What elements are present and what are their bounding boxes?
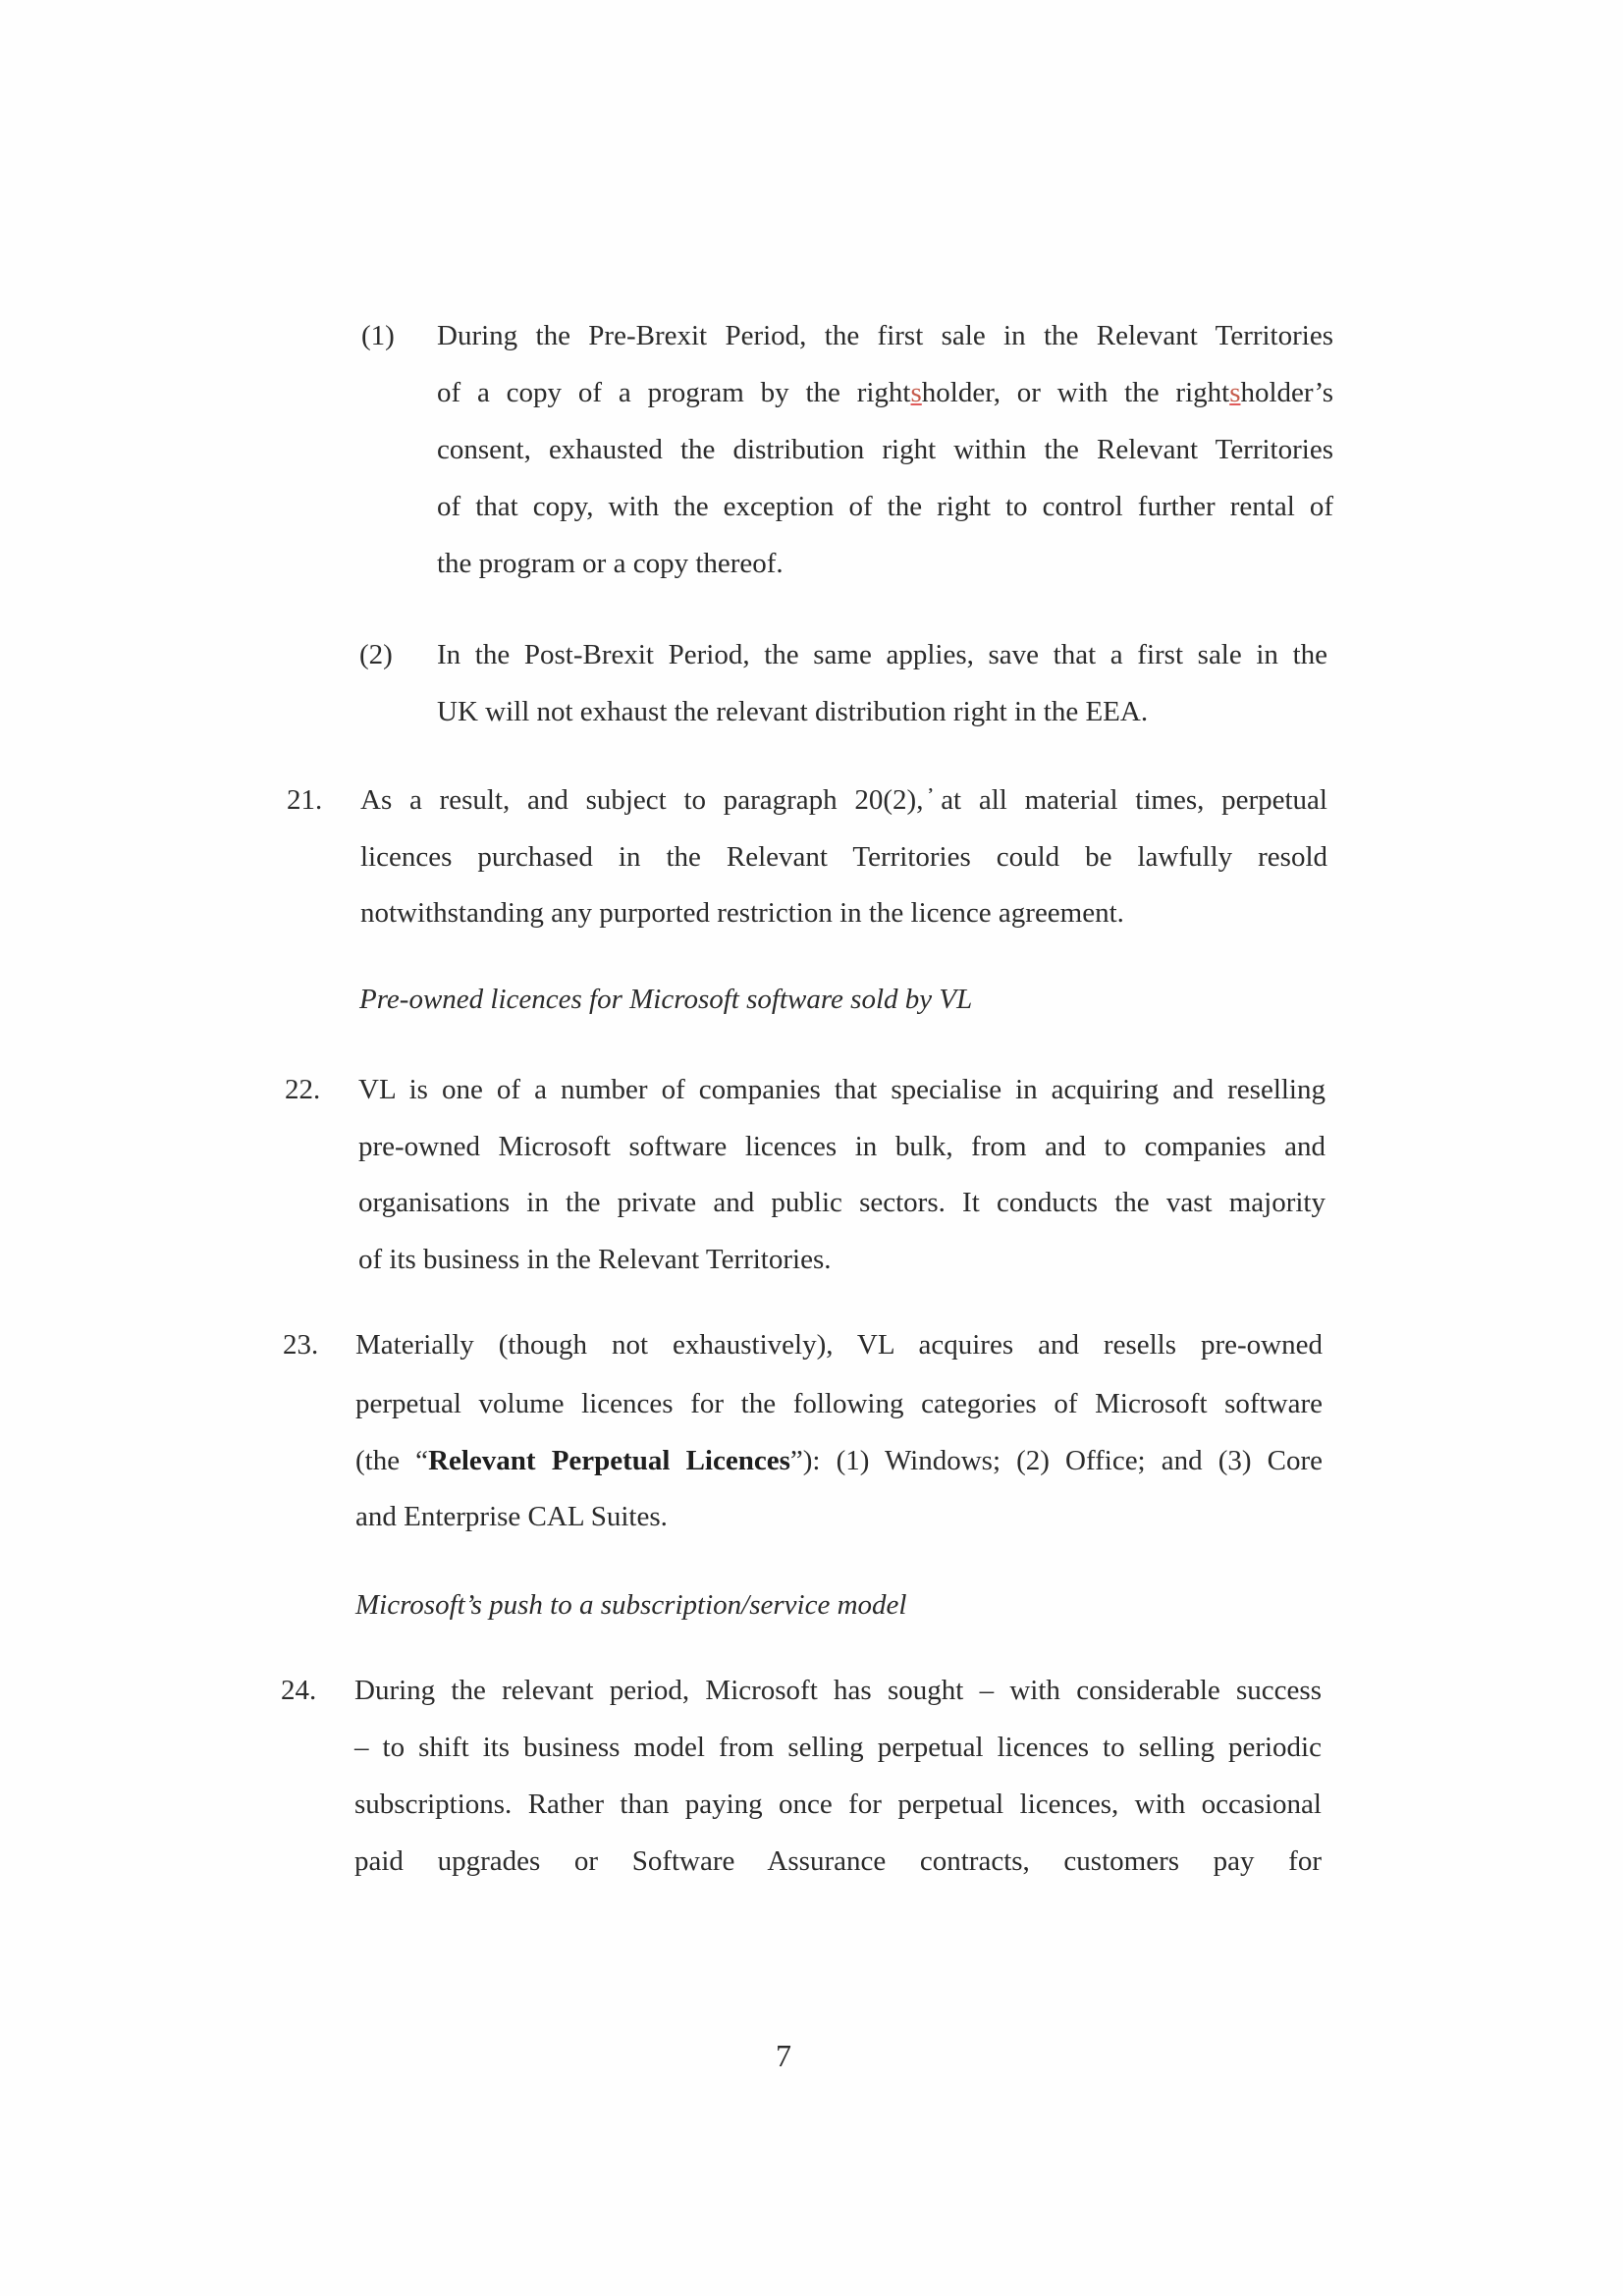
body-line: In the Post-Brexit Period, the same applies, save that a first sale in the [437,639,1327,670]
body-line: subscriptions. Rather than paying once for perpetual licences, with occasional [354,1789,1322,1820]
paragraph-number: 22. [285,1074,321,1105]
defined-term: Relevant Perpetual Licences [428,1445,790,1476]
paragraph-number: 21. [287,784,323,816]
body-line: Materially (though not exhaustively), VL acquires and resells pre-owned [355,1329,1323,1361]
paragraph-number: 23. [283,1329,319,1361]
section-heading: Microsoft’s push to a subscription/service model [355,1589,907,1621]
section-heading: Pre-owned licences for Microsoft software sold by VL [359,984,973,1015]
body-line: VL is one of a number of companies that specialise in acquiring and reselling [358,1074,1325,1105]
body-line: of a copy of a program by the rightsholder, or with the rightsholder’s [437,377,1334,408]
page-number: 7 [776,2038,791,2073]
body-line: of that copy, with the exception of the right to control further rental of [437,491,1333,522]
body-line: of its business in the Relevant Territories. [358,1244,832,1275]
body-line: organisations in the private and public sectors. It conducts the vast majority [358,1187,1325,1218]
body-line: the program or a copy thereof. [437,548,784,579]
body-line: UK will not exhaust the relevant distribution right in the EEA. [437,696,1149,727]
sub-item-label: (2) [359,639,393,670]
body-line: During the relevant period, Microsoft has sought – with considerable success [354,1675,1322,1706]
body-line: licences purchased in the Relevant Territories could be lawfully resold [360,841,1327,873]
body-line: As a result, and subject to paragraph 20(2), ̓at all material times, perpetual [360,784,1327,816]
sub-item-label: (1) [361,320,395,351]
paragraph-number: 24. [281,1675,317,1706]
body-line: paid upgrades or Software Assurance contracts, customers pay for [354,1845,1322,1877]
body-line: and Enterprise CAL Suites. [355,1501,668,1532]
spelling-mark: s [910,377,922,408]
body-line: pre-owned Microsoft software licences in bulk, from and to companies and [358,1131,1325,1162]
body-line: – to shift its business model from selling perpetual licences to selling periodic [354,1732,1322,1763]
body-line: notwithstanding any purported restriction in the licence agreement. [360,897,1124,929]
body-line: perpetual volume licences for the following categories of Microsoft software [355,1388,1323,1419]
body-line: (the “Relevant Perpetual Licences”): (1) Windows; (2) Office; and (3) Core [355,1445,1323,1476]
body-line: During the Pre-Brexit Period, the first sale in the Relevant Territories [437,320,1333,351]
spelling-mark: s [1229,377,1241,408]
body-line: consent, exhausted the distribution right within the Relevant Territories [437,434,1333,465]
